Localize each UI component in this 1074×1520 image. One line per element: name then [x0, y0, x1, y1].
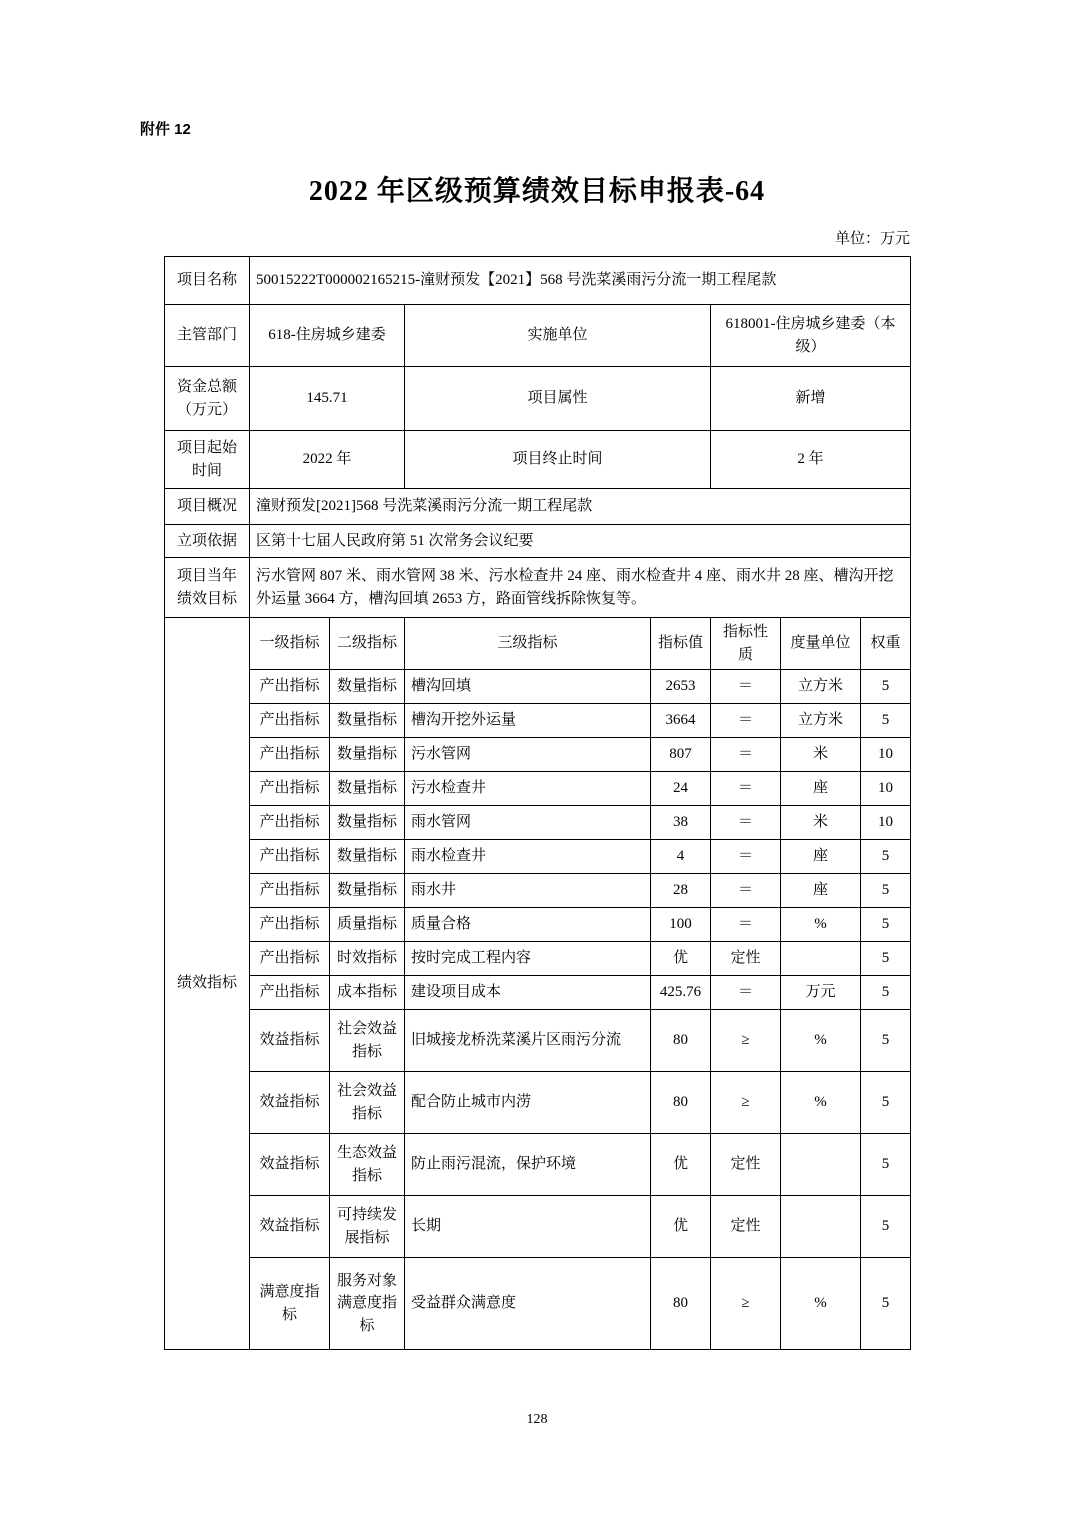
unit-cell: 座 — [781, 772, 861, 806]
nature-cell: ＝ — [711, 772, 781, 806]
indicator-row — [165, 1072, 911, 1134]
level2-cell: 可持续发展指标 — [330, 1196, 405, 1258]
weight-cell: 5 — [861, 1072, 911, 1134]
weight-cell: 5 — [861, 1010, 911, 1072]
level2-cell: 数量指标 — [330, 840, 405, 874]
value-cell: 24 — [651, 772, 711, 806]
basis-row — [165, 525, 911, 558]
indicator-row — [165, 704, 911, 738]
level1-cell: 效益指标 — [250, 1010, 330, 1072]
department-row — [165, 305, 911, 367]
weight-cell: 5 — [861, 1196, 911, 1258]
weight-cell: 5 — [861, 908, 911, 942]
nature-cell: 定性 — [711, 942, 781, 976]
value-cell: 80 — [651, 1072, 711, 1134]
nature-cell: ＝ — [711, 976, 781, 1010]
project-name-label: 项目名称 — [165, 257, 250, 305]
unit-cell: 米 — [781, 806, 861, 840]
value-cell: 优 — [651, 1196, 711, 1258]
dept-value: 618-住房城乡建委 — [250, 305, 405, 367]
fund-label: 资金总额（万元） — [165, 367, 250, 431]
indicator-header-row — [165, 618, 911, 670]
attachment-label: 附件 12 — [140, 121, 191, 138]
project-name-value: 50015222T000002165215-潼财预发【2021】568 号洗菜溪雨污分流一期工程尾款 — [250, 257, 911, 305]
header-weight: 权重 — [861, 618, 911, 670]
level3-cell: 雨水检查井 — [405, 840, 651, 874]
header-level2: 二级指标 — [330, 618, 405, 670]
weight-cell: 5 — [861, 704, 911, 738]
level1-cell: 产出指标 — [250, 704, 330, 738]
indicator-row — [165, 670, 911, 704]
level2-cell: 质量指标 — [330, 908, 405, 942]
level1-cell: 产出指标 — [250, 670, 330, 704]
indicator-row — [165, 908, 911, 942]
unit-cell — [781, 1134, 861, 1196]
attr-value: 新增 — [711, 367, 911, 431]
end-value: 2 年 — [711, 431, 911, 489]
basis-value: 区第十七届人民政府第 51 次常务会议纪要 — [250, 525, 911, 558]
nature-cell: ≥ — [711, 1072, 781, 1134]
level2-cell: 数量指标 — [330, 704, 405, 738]
level1-cell: 产出指标 — [250, 908, 330, 942]
level1-cell: 产出指标 — [250, 840, 330, 874]
indicator-row — [165, 1010, 911, 1072]
header-level3: 三级指标 — [405, 618, 651, 670]
level1-cell: 效益指标 — [250, 1072, 330, 1134]
weight-cell: 5 — [861, 942, 911, 976]
unit-cell: 座 — [781, 840, 861, 874]
unit-cell — [781, 942, 861, 976]
overview-row — [165, 489, 911, 525]
value-cell: 807 — [651, 738, 711, 772]
nature-cell: ＝ — [711, 908, 781, 942]
annual-goal-value: 污水管网 807 米、雨水管网 38 米、污水检查井 24 座、雨水检查井 4 座、雨水井 28 座、槽沟开挖外运量 3664 方，槽沟回填 2653 方，路面管线拆除恢复等。 — [250, 558, 911, 618]
level1-cell: 产出指标 — [250, 942, 330, 976]
weight-cell: 10 — [861, 738, 911, 772]
nature-cell: ＝ — [711, 670, 781, 704]
weight-cell: 10 — [861, 772, 911, 806]
level1-cell: 产出指标 — [250, 772, 330, 806]
value-cell: 425.76 — [651, 976, 711, 1010]
level3-cell: 按时完成工程内容 — [405, 942, 651, 976]
value-cell: 2653 — [651, 670, 711, 704]
level3-cell: 污水管网 — [405, 738, 651, 772]
indicator-row — [165, 1196, 911, 1258]
level3-cell: 长期 — [405, 1196, 651, 1258]
header-value: 指标值 — [651, 618, 711, 670]
page-number: 128 — [526, 1412, 548, 1427]
unit-cell: % — [781, 1010, 861, 1072]
level1-cell: 效益指标 — [250, 1196, 330, 1258]
weight-cell: 10 — [861, 806, 911, 840]
weight-cell: 5 — [861, 874, 911, 908]
indicator-row — [165, 772, 911, 806]
level3-cell: 雨水井 — [405, 874, 651, 908]
unit-label: 单位：万元 — [834, 231, 910, 247]
level2-cell: 服务对象满意度指标 — [330, 1258, 405, 1350]
level2-cell: 社会效益指标 — [330, 1010, 405, 1072]
weight-cell: 5 — [861, 1258, 911, 1350]
level3-cell: 污水检查井 — [405, 772, 651, 806]
value-cell: 3664 — [651, 704, 711, 738]
level2-cell: 时效指标 — [330, 942, 405, 976]
level2-cell: 数量指标 — [330, 670, 405, 704]
value-cell: 38 — [651, 806, 711, 840]
nature-cell: 定性 — [711, 1134, 781, 1196]
value-cell: 28 — [651, 874, 711, 908]
level3-cell: 建设项目成本 — [405, 976, 651, 1010]
level3-cell: 受益群众满意度 — [405, 1258, 651, 1350]
basis-label: 立项依据 — [165, 525, 250, 558]
nature-cell: ≥ — [711, 1010, 781, 1072]
end-label: 项目终止时间 — [405, 431, 711, 489]
annual-goal-row — [165, 558, 911, 618]
weight-cell: 5 — [861, 1134, 911, 1196]
nature-cell: ≥ — [711, 1258, 781, 1350]
indicator-row — [165, 1258, 911, 1350]
header-level1: 一级指标 — [250, 618, 330, 670]
level2-cell: 成本指标 — [330, 976, 405, 1010]
overview-label: 项目概况 — [165, 489, 250, 525]
unit-cell: % — [781, 1258, 861, 1350]
fund-row — [165, 367, 911, 431]
level3-cell: 配合防止城市内涝 — [405, 1072, 651, 1134]
level3-cell: 旧城接龙桥洗菜溪片区雨污分流 — [405, 1010, 651, 1072]
start-label: 项目起始时间 — [165, 431, 250, 489]
value-cell: 优 — [651, 942, 711, 976]
level1-cell: 满意度指标 — [250, 1258, 330, 1350]
annual-goal-label: 项目当年绩效目标 — [165, 558, 250, 618]
overview-value: 潼财预发[2021]568 号洗菜溪雨污分流一期工程尾款 — [250, 489, 911, 525]
unit-cell: 立方米 — [781, 704, 861, 738]
project-name-row — [165, 257, 911, 305]
nature-cell: ＝ — [711, 704, 781, 738]
nature-cell: ＝ — [711, 874, 781, 908]
level3-cell: 雨水管网 — [405, 806, 651, 840]
header-unit: 度量单位 — [781, 618, 861, 670]
value-cell: 优 — [651, 1134, 711, 1196]
level1-cell: 产出指标 — [250, 874, 330, 908]
indicator-row — [165, 874, 911, 908]
performance-section-label: 绩效指标 — [165, 618, 250, 1350]
impl-value: 618001-住房城乡建委（本级） — [711, 305, 911, 367]
unit-cell — [781, 1196, 861, 1258]
value-cell: 4 — [651, 840, 711, 874]
level2-cell: 社会效益指标 — [330, 1072, 405, 1134]
declaration-table — [164, 256, 911, 1350]
weight-cell: 5 — [861, 976, 911, 1010]
level1-cell: 效益指标 — [250, 1134, 330, 1196]
nature-cell: ＝ — [711, 806, 781, 840]
nature-cell: ＝ — [711, 738, 781, 772]
level2-cell: 数量指标 — [330, 806, 405, 840]
unit-cell: 米 — [781, 738, 861, 772]
start-value: 2022 年 — [250, 431, 405, 489]
weight-cell: 5 — [861, 670, 911, 704]
indicator-row — [165, 976, 911, 1010]
level2-cell: 数量指标 — [330, 874, 405, 908]
impl-label: 实施单位 — [405, 305, 711, 367]
value-cell: 80 — [651, 1258, 711, 1350]
value-cell: 80 — [651, 1010, 711, 1072]
level3-cell: 槽沟开挖外运量 — [405, 704, 651, 738]
nature-cell: 定性 — [711, 1196, 781, 1258]
value-cell: 100 — [651, 908, 711, 942]
level3-cell: 质量合格 — [405, 908, 651, 942]
level3-cell: 槽沟回填 — [405, 670, 651, 704]
weight-cell: 5 — [861, 840, 911, 874]
unit-cell: 座 — [781, 874, 861, 908]
indicator-row — [165, 942, 911, 976]
indicator-row — [165, 840, 911, 874]
nature-cell: ＝ — [711, 840, 781, 874]
level1-cell: 产出指标 — [250, 976, 330, 1010]
indicator-row — [165, 1134, 911, 1196]
indicator-row — [165, 738, 911, 772]
level1-cell: 产出指标 — [250, 738, 330, 772]
header-nature: 指标性质 — [711, 618, 781, 670]
unit-cell: % — [781, 908, 861, 942]
unit-cell: % — [781, 1072, 861, 1134]
level1-cell: 产出指标 — [250, 806, 330, 840]
attr-label: 项目属性 — [405, 367, 711, 431]
dept-label: 主管部门 — [165, 305, 250, 367]
level2-cell: 生态效益指标 — [330, 1134, 405, 1196]
time-row — [165, 431, 911, 489]
level3-cell: 防止雨污混流，保护环境 — [405, 1134, 651, 1196]
level2-cell: 数量指标 — [330, 772, 405, 806]
fund-value: 145.71 — [250, 367, 405, 431]
level2-cell: 数量指标 — [330, 738, 405, 772]
indicator-row — [165, 806, 911, 840]
page-title: 2022 年区级预算绩效目标申报表-64 — [308, 176, 766, 207]
unit-cell: 立方米 — [781, 670, 861, 704]
unit-cell: 万元 — [781, 976, 861, 1010]
document-page — [140, 0, 910, 1350]
